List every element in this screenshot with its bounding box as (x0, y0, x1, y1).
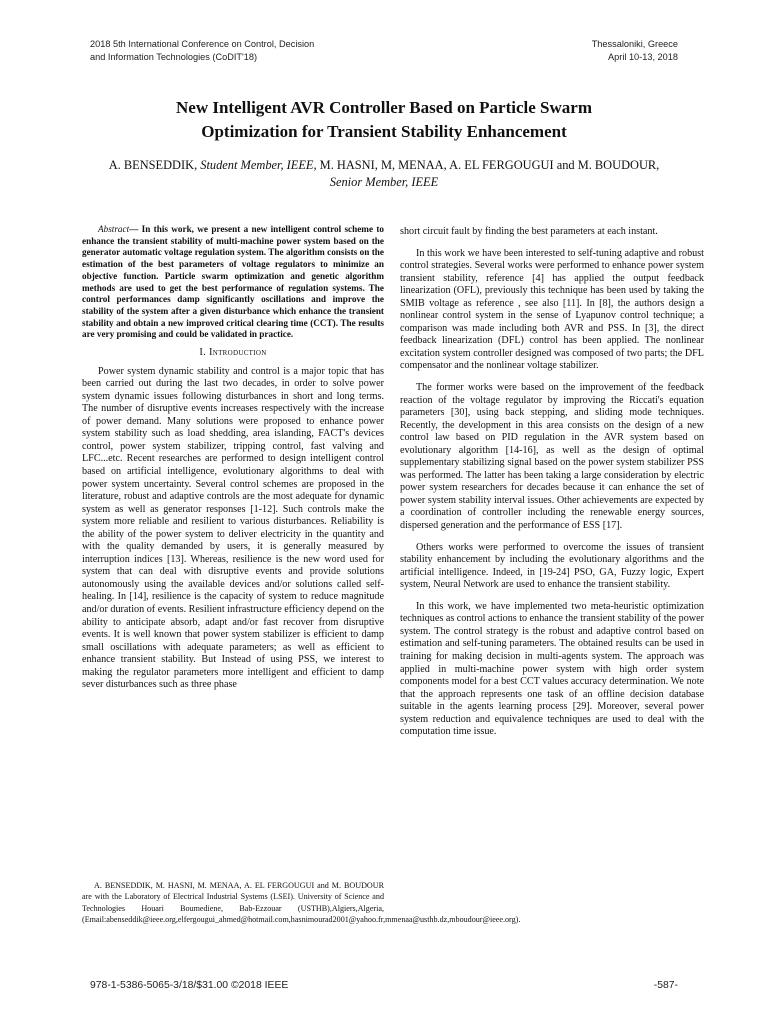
location: Thessaloniki, Greece (591, 39, 678, 49)
page-number: -587- (653, 980, 678, 991)
conference-line-1: 2018 5th International Conference on Control, Decision (90, 39, 315, 49)
section-heading-introduction (82, 347, 384, 360)
dates: April 10-13, 2018 (608, 52, 678, 62)
right-paragraph-0: short circuit fault by finding the best parameters at each instant. (400, 226, 658, 237)
title-line-2: Optimization for Transient Stability Enhancement (201, 122, 567, 141)
author-footnote (82, 880, 521, 926)
title-line-1: New Intelligent AVR Controller Based on Particle Swarm (176, 98, 592, 117)
section-number: I. (199, 347, 207, 359)
conference-line-2: and Information Technologies (CoDIT'18) (90, 52, 258, 62)
author-last-role: Senior Member, IEEE (329, 175, 439, 189)
footnote-text: A. BENSEDDIK, M. HASNI, M. MENAA, A. EL FERGOUGUI and M. BOUDOUR are with the Laboratory of Electrical Industrial Systems (LSEI). University of Science and Technologies Houari Boumediene, Bab-Ezzouar (USTHB),Algiers,Algeria,(Email:abenseddik@ieee.org,elfergougui_ahmed@hotmail.com,hasnimourad2001@yahoo.fr,mmenaa@usthb.dz,mboudour@ieee.org). (82, 881, 521, 925)
author-others: , M. HASNI, M, MENAA, A. EL FERGOUGUI and M. BOUDOUR, (313, 158, 660, 172)
conference-header (90, 38, 314, 64)
abstract-text: — In this work, we present a new intelligent control scheme to enhance the transient stability of multi-machine power system based on the generator automatic voltage regulation system. The algorithm consists on the estimation of the best parameters of voltage regulators to minimize an objective function. Particle swarm optimization and genetic algorithm methods are used to get the best performance of regulation systems. The control performances damp significantly oscillations and improve the stability of the system after a given disturbance which enhance the transient stability and obtain a new improved critical clearing time (CCT). The results are very promising and could be validated in practice. (82, 224, 384, 340)
right-paragraph-4: In this work, we have implemented two meta-heuristic optimization techniques as control actions to enhance the transient stability of the power system. The control strategy is the robust and adaptive control based on estimation and self-tuning parameters. The obtained results can be used in training for making decision in multi-agents system. The approach was applied in multi-machine power system with high order system components model for a best CCT values accuracy determination. We note that the approach represents one task of an offline decision database suitable in the agents learning process [29]. Moreover, several power system reduction and equivalence techniques are used to deal with the computation time issue. (400, 600, 704, 738)
right-paragraph-2: The former works were based on the improvement of the feedback reaction of the voltage regulator by improving the Riccati's equation parameters [30], using back stepping, and sliding mode techniques. Recently, the development in this area consists on the design of a new control law based on PID regulation in the AVR system based on evolutionary algorithm [14-16], as well as the design of optimal supplementary stabilizing signal based on the power system stabilizer PSS was performed. The latter has been taking a large consideration by electric power system researchers for decades because it can enhance the set of power system stability interval issues. Other achievements are expected by a coordination of controller including the renewable energy sources, dispersed generation and the performance of ESS [17]. (400, 382, 704, 532)
location-header (592, 38, 678, 64)
right-column (400, 226, 704, 739)
right-paragraph-1: In this work we have been interested to self-tuning adaptive and robust control strategies. Several works were performed to enhance power system transient stability, reference [4] has applied the output feedback linearization (OFL), previously this technique has been used by taking the SMIB voltage as reference , see also [11]. In [8], the authors design a nonlinear control system in the sense of Lyapunov control technique; a comparison was made including both AVR and PSS. In [3], the direct feedback linearization (DFL) control has been applied. The nonlinear excitation system controller designed was composed of two parts; the DFL compensator and the nonlinear voltage stabilizer. (400, 247, 704, 372)
intro-paragraph-1: Power system dynamic stability and control is a major topic that has been carried out during the last two decades, in order to solve power system dynamic issues following disturbances in short and long terms. The number of disruptive events increases respectively with the increase of power demand. Many solutions were proposed to enhance power system stability such as load shedding, area islanding, FACT's devices control, power system stabilizer, tripping control, fast valving and LFC...etc. Recent researches are performed to design intelligent control based on artificial intelligence, evolutionary algorithms to deal with power system uncertainty. Several control schemes are proposed in the literature, robust and adaptive controls are the most adequate for dynamic system as well as generator responses [1-12]. Such controls make the system more reliable and resilient to various disturbances. Reliability is the ability of the power system to deliver electricity in the quantity and with the quality demanded by users, it is generally measured by interruption indices [13]. Whereas, resilience is the new word used for system that can deal with disruptive events and provide solutions autonomously using the available devices and/or solutions called self-healing. In [14], resilience is the capacity of system to reduce magnitude and/or duration of events. Resilient infrastructure efficiency depend on the ability to anticipate absorb, adapt and/or fast recover from disruptive events. It is well known that power system stabilizer is efficient to damp small oscillations with adequate parameters; as well as efficient to enhance transient stability. But Instead of using PSS, we interest to making the regulator parameters more intelligent and efficient to damp sever disturbances such as three phase (82, 365, 384, 691)
author-first-role: Student Member, IEEE (200, 158, 314, 172)
copyright-line: 978-1-5386-5065-3/18/$31.00 ©2018 IEEE (90, 980, 289, 991)
author-first: A. BENSEDDIK, (108, 158, 201, 172)
left-column (82, 224, 384, 692)
right-paragraph-3: Others works were performed to overcome the issues of transient stability enhancement by including the evolutionary algorithms and the artificial intelligence. Indeed, in [19-24] PSO, GA, Fuzzy logic, Expert system, Neural Network are used to enhance the transient stability. (400, 541, 704, 591)
section-title: Introduction (208, 347, 267, 359)
paper-title (60, 96, 708, 144)
abstract (82, 224, 384, 341)
abstract-label: Abstract (98, 224, 130, 234)
author-list (100, 157, 668, 191)
